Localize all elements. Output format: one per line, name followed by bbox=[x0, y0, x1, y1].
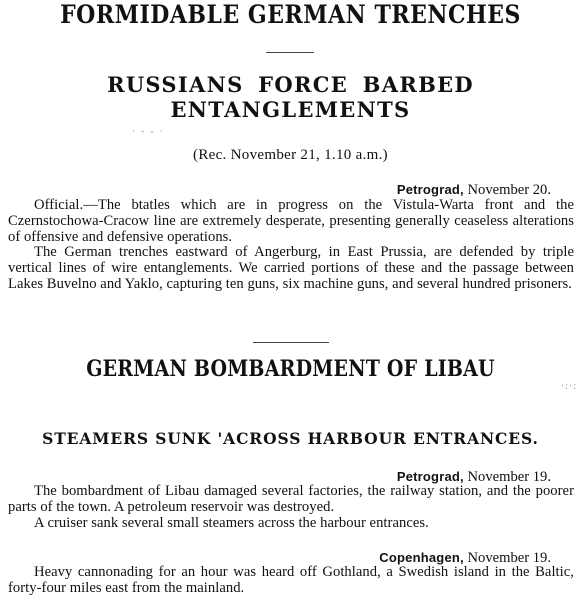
dateline-date: November 19. bbox=[467, 550, 551, 566]
paragraph-official: Official.—The btatles which are in progress on the Vistula-Warta front and the Czernstochowa-Cracow line are extremely desperate, presenting generally ceaseless alterations of offensive and defensive operations. bbox=[8, 197, 574, 245]
headline-steamers: STEAMERS SUNK 'ACROSS HARBOUR ENTRANCES. bbox=[42, 429, 539, 448]
headline-divider bbox=[266, 52, 314, 53]
headline-main: FORMIDABLE GERMAN TRENCHES bbox=[60, 0, 521, 30]
dateline-date: November 20. bbox=[467, 182, 551, 198]
paragraph-cannonading: Heavy cannonading for an hour was heard off Gothland, a Swedish island in the Baltic, forty-four miles east from the mainland. bbox=[8, 564, 574, 596]
received-line: (Rec. November 21, 1.10 a.m.) bbox=[193, 147, 388, 163]
paragraph-cruiser: A cruiser sank several small steamers across the harbour entrances. bbox=[34, 515, 429, 531]
print-smudge: · - - · bbox=[132, 126, 165, 136]
section-divider bbox=[253, 342, 329, 343]
dateline-place: Copenhagen, bbox=[379, 550, 464, 565]
dateline-place: Petrograd, bbox=[396, 469, 464, 484]
headline-libau: GERMAN BOMBARDMENT OF LIBAU bbox=[86, 355, 495, 383]
dateline-date: November 19. bbox=[467, 469, 551, 485]
dateline-place: Petrograd, bbox=[396, 182, 464, 197]
print-speck: ·:·: bbox=[560, 381, 577, 392]
paragraph-trenches: The German trenches eastward of Angerburg, in East Prussia, are defended by triple vertical lines of wire entanglements. We carried portions of these and the passage between Lakes Buvelno and Yaklo, capturing ten guns, six machine guns, and several hundred prisoners. bbox=[8, 244, 574, 292]
paragraph-bombardment: The bombardment of Libau damaged several factories, the railway station, and the poorer parts of the town. A petroleum reservoir was destroyed. bbox=[8, 483, 574, 515]
headline-sub: RUSSIANS FORCE BARBED ENTANGLEMENTS bbox=[107, 72, 474, 122]
